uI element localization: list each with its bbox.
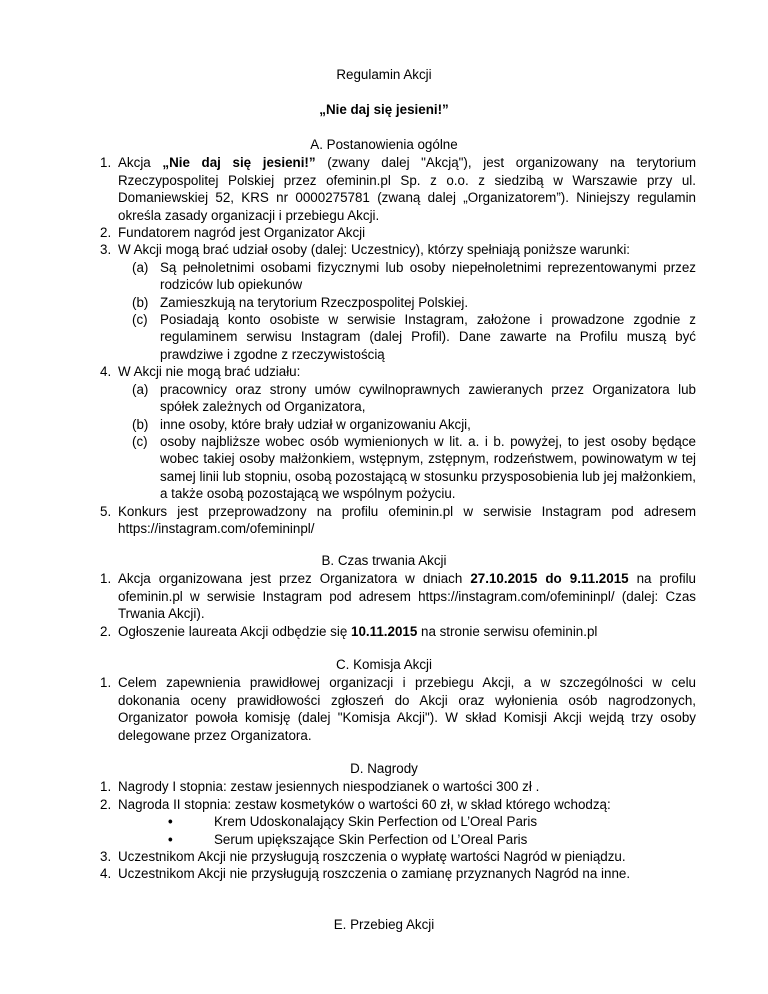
list-item [0,778,768,795]
sub-item [0,433,768,503]
item-number: 1. [100,155,112,171]
bullet-item [0,813,768,830]
document-subtitle: „Nie daj się jesieni!” [319,102,449,117]
sub-item [0,259,768,294]
item-number: 4. [100,866,112,882]
item-number: 1. [100,571,112,587]
item-number: 2. [100,623,112,639]
sub-item [0,381,768,416]
sub-item-label: (c) [132,433,148,449]
item-text: Uczestnikom Akcji nie przysługują roszczenia o wypłatę wartości Nagród w pieniądzu. [118,849,626,865]
document-title: Regulamin Akcji [336,67,432,82]
section-d-list [0,778,768,882]
sub-item-text: Są pełnoletnimi osobami fizycznymi lub osoby niepełnoletnimi reprezentowanymi przez rodziców lub opiekunów [160,259,696,293]
section-d [0,760,768,883]
sub-item-text: Zamieszkują na terytorium Rzeczpospolitej Polskiej. [160,294,469,310]
section-heading: A. Postanowienia ogólne [310,137,458,152]
sub-item-text: pracownicy oraz strony umów cywilnoprawnych zawieranych przez Organizatora lub spółek zależnych od Organizatora, [160,381,696,415]
item-number: 2. [100,796,112,812]
sub-item-label: (b) [132,294,149,310]
item-text: na stronie serwisu ofeminin.pl [417,623,598,639]
sub-item [0,311,768,363]
list-item [0,363,768,380]
item-text: na profilu ofeminin.pl w serwisie Instagram pod adresem https://instagram.com/ofemininpl/ (dalej: Czas Trwania Akcji). [118,571,696,622]
item-number: 2. [100,225,112,241]
section-b-list [0,570,768,640]
sub-item-label: (a) [132,259,149,275]
item-number: 1. [100,675,112,691]
bullet-icon: • [168,831,173,847]
item-number: 4. [100,364,112,380]
item-text: (zwany dalej "Akcją"), jest organizowany na terytorium Rzeczypospolitej Polskiej przez ofeminin.pl Sp. z o.o. z siedzibą w Warszawie przy ul. Domaniewskiej 52, KRS nr 0000275781 (zwaną dalej „Organizatorem”). Niniejszy regulamin określa zasady organizacji i przebiegu Akcji. [118,155,696,223]
section-a-list [0,154,768,537]
item-number: 3. [100,242,112,258]
section-b [0,552,768,640]
item-text: W Akcji mogą brać udział osoby (dalej: Uczestnicy), którzy spełniają poniższe warunki: [118,242,631,258]
section-c-list [0,674,768,744]
item-bold-text: 27.10.2015 do 9.11.2015 [470,571,629,587]
list-item [0,154,768,224]
item-text: Celem zapewnienia prawidłowej organizacji i przebiegu Akcji, a w szczególności w celu dokonania oceny prawidłowości zgłoszeń do Akcji oraz wyłonienia osób nagrodzonych, Organizator powoła komisję (dalej "Komisja Akcji"). W skład Komisji Akcji wejdą trzy osoby delegowane przez Organizatora. [118,675,696,743]
section-heading: B. Czas trwania Akcji [321,553,447,568]
sub-item-label: (b) [132,416,149,432]
sub-item [0,294,768,311]
list-item [0,848,768,865]
bullet-item [0,831,768,848]
item-text: Fundatorem nagród jest Organizator Akcji [118,225,366,241]
sub-item-label: (c) [132,312,148,328]
list-item [0,241,768,258]
bullet-text: Serum upiększające Skin Perfection od L’Oreal Paris [214,831,528,847]
section-a [0,136,768,537]
sub-item [0,416,768,433]
section-heading: D. Nagrody [350,761,418,776]
sub-item-text: inne osoby, które brały udział w organizowaniu Akcji, [160,416,471,432]
list-item [0,865,768,882]
item-number: 5. [100,503,112,519]
item-text: Konkurs jest przeprowadzony na profilu ofeminin.pl w serwisie Instagram pod adresem https://instagram.com/ofemininpl/ [118,503,696,536]
section-c [0,656,768,744]
item-number: 3. [100,849,112,865]
section-heading: C. Komisja Akcji [336,657,432,672]
list-item [0,796,768,813]
sub-item-text: Posiadają konto osobiste w serwisie Instagram, założone i prowadzone zgodnie z regulaminem serwisu Instagram (dalej Profil). Dane zawarte na Profilu muszą być prawdziwe i zgodne z rzeczywistością [160,312,696,362]
section-e [0,916,768,934]
item-text: Akcja [118,155,163,171]
list-item [0,623,768,640]
section-heading: E. Przebieg Akcji [333,917,435,932]
item-text: Nagroda II stopnia: zestaw kosmetyków o wartości 60 zł, w skład którego wchodzą: [118,796,611,812]
list-item [0,674,768,744]
item-bold-text: „Nie daj się jesieni!” [162,155,316,171]
item-text: Ogłoszenie laureata Akcji odbędzie się [118,623,351,639]
bullet-text: Krem Udoskonalający Skin Perfection od L’Oreal Paris [214,814,538,830]
sub-item-label: (a) [132,381,149,397]
item-number: 1. [100,779,112,795]
list-item [0,503,768,538]
item-text: Nagrody I stopnia: zestaw jesiennych niespodzianek o wartości 300 zł . [118,779,540,795]
list-item [0,570,768,622]
item-bold-text: 10.11.2015 [351,623,418,639]
sub-item-text: osoby najbliższe wobec osób wymienionych w lit. a. i b. powyżej, to jest osoby będące wobec takiej osoby małżonkiem, wstępnym, zstępnym, rodzeństwem, powinowatym w tej samej linii lub stopniu, osobą pozostającą w stosunku przysposobienia lub jej małżonkiem, a także osobą pozostającą we wspólnym pożyciu. [160,433,696,502]
list-item [0,224,768,241]
item-text: Uczestnikom Akcji nie przysługują roszczenia o zamianę przyznanych Nagród na inne. [118,866,631,882]
bullet-icon: • [168,814,173,830]
item-text: W Akcji nie mogą brać udziału: [118,364,301,380]
item-text: Akcja organizowana jest przez Organizatora w dniach [118,571,471,587]
